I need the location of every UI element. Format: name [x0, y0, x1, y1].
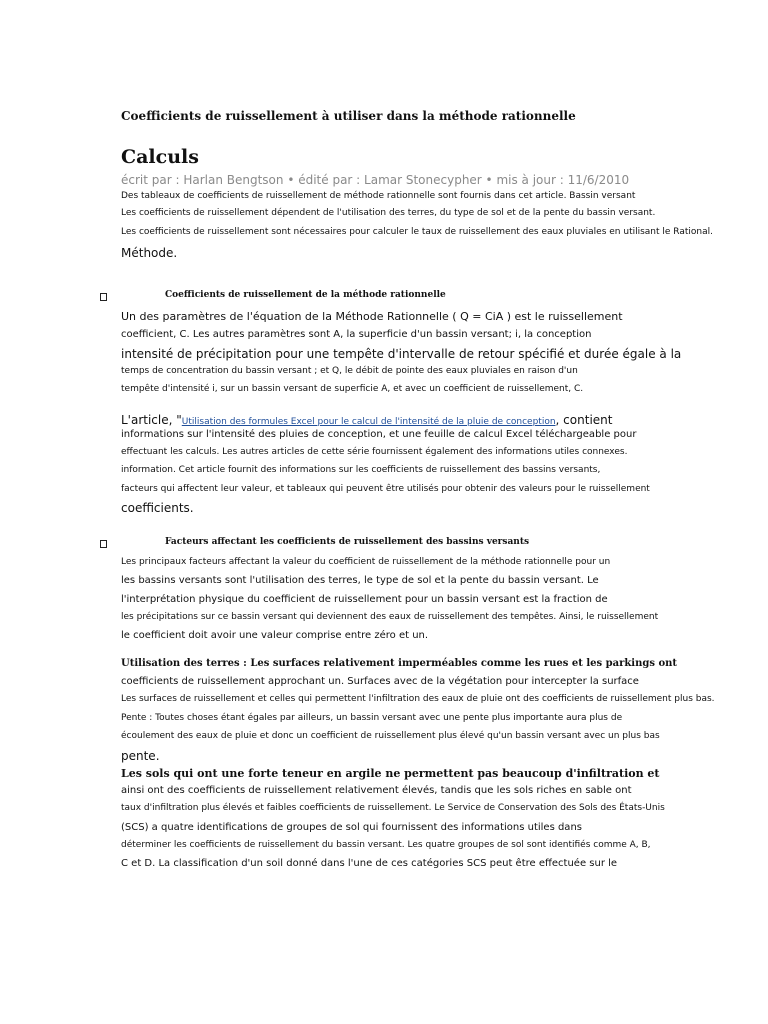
paragraph-line: effectuant les calculs. Les autres articles de cette série fournissent également des informations utiles connexes.	[121, 447, 628, 457]
intro-line: Méthode.	[121, 246, 178, 260]
paragraph-line: Pente : Toutes choses étant égales par ailleurs, un bassin versant avec une pente plus importante aura plus de	[121, 713, 623, 723]
article-prefix: L'article, "	[121, 413, 182, 427]
paragraph-line: C et D. La classification d'un soil donné dans l'une de ces catégories SCS peut être effectuée sur le	[121, 858, 618, 869]
paragraph-line: coefficient, C. Les autres paramètres sont A, la superficie d'un bassin versant; i, la conception	[121, 329, 592, 340]
article-link[interactable]	[182, 417, 556, 427]
paragraph-line: information. Cet article fournit des informations sur les coefficients de ruissellement des bassins versants,	[121, 465, 601, 475]
paragraph-line: pente.	[121, 749, 160, 763]
article-reference-line	[121, 409, 612, 428]
land-use-heading: Utilisation des terres : Les surfaces relativement imperméables comme les rues et les parkings ont	[121, 658, 678, 669]
paragraph-line: les précipitations sur ce bassin versant qui deviennent des eaux de ruissellement des tempêtes. Ainsi, le ruissellement	[121, 612, 659, 622]
paragraph-line: (SCS) a quatre identifications de groupes de sol qui fournissent des informations utiles dans	[121, 822, 582, 833]
page-title: Calculs	[121, 146, 199, 168]
paragraph-line: Les principaux facteurs affectant la valeur du coefficient de ruissellement de la méthode rationnelle pour un	[121, 557, 611, 567]
paragraph-line: taux d'infiltration plus élevés et faibles coefficients de ruissellement. Le Service de Conservation des Sols des États-Unis	[121, 803, 665, 813]
paragraph-line: Un des paramètres de l'équation de la Méthode Rationnelle ( Q = CiA ) est le ruissellement	[121, 310, 623, 323]
section-heading: Facteurs affectant les coefficients de ruissellement des bassins versants	[165, 537, 530, 547]
article-link-part-b: lisation des formules Excel pour le calcul de l'intensité de la pluie de conception	[194, 417, 556, 427]
paragraph-line: coefficients de ruissellement approchant un. Surfaces avec de la végétation pour intercepter la surface	[121, 676, 639, 687]
paragraph-line: temps de concentration du bassin versant ; et Q, le débit de pointe des eaux pluviales en raison d'un	[121, 366, 578, 376]
paragraph-line: ainsi ont des coefficients de ruissellement relativement élevés, tandis que les sols riches en sable ont	[121, 785, 632, 796]
intro-line: Les coefficients de ruissellement sont nécessaires pour calculer le taux de ruissellement des eaux pluviales en utilisant le Rational.	[121, 227, 713, 237]
intro-line: Des tableaux de coefficients de ruissellement de méthode rationnelle sont fournis dans cet article. Bassin versant	[121, 191, 636, 201]
article-link-part-a: Uti	[181, 417, 195, 427]
byline: écrit par : Harlan Bengtson • édité par : Lamar Stonecypher • mis à jour : 11/6/2010	[121, 173, 630, 187]
paragraph-line: coefficients.	[121, 501, 194, 515]
paragraph-line: Les surfaces de ruissellement et celles qui permettent l'infiltration des eaux de pluie ont des coefficients de ruissellement plus bas.	[121, 694, 715, 704]
article-mid: , con	[555, 413, 585, 427]
placeholder-glyph-icon	[100, 540, 107, 548]
paragraph-line: intensité de précipitation pour une tempête d'intervalle de retour spécifié et durée égale à la	[121, 347, 682, 361]
paragraph-line: le coefficient doit avoir une valeur comprise entre zéro et un.	[121, 630, 429, 641]
top-heading: Coefficients de ruissellement à utiliser dans la méthode rationnelle	[121, 109, 576, 123]
paragraph-line: l'interprétation physique du coefficient de ruissellement pour un bassin versant est la fraction de	[121, 594, 608, 605]
section-heading: Coefficients de ruissellement de la méthode rationnelle	[165, 290, 446, 300]
intro-line: Les coefficients de ruissellement dépendent de l'utilisation des terres, du type de sol et de la pente du bassin versant.	[121, 208, 656, 218]
paragraph-line: facteurs qui affectent leur valeur, et tableaux qui peuvent être utilisés pour obtenir des valeurs pour le ruissellement	[121, 484, 650, 494]
paragraph-line: déterminer les coefficients de ruissellement du bassin versant. Les quatre groupes de sol sont identifiés comme A, B,	[121, 840, 651, 850]
paragraph-line: informations sur l'intensité des pluies de conception, et une feuille de calcul Excel téléchargeable pour	[121, 429, 637, 440]
paragraph-line: les bassins versants sont l'utilisation des terres, le type de sol et la pente du bassin versant. Le	[121, 575, 599, 586]
soils-heading: Les sols qui ont une forte teneur en argile ne permettent pas beaucoup d'infiltration et	[121, 767, 660, 780]
placeholder-glyph-icon	[100, 293, 107, 301]
article-suffix: tient	[584, 413, 613, 427]
paragraph-line: écoulement des eaux de pluie et donc un coefficient de ruissellement plus élevé qu'un bassin versant avec un plus bas	[121, 731, 660, 741]
paragraph-line: tempête d'intensité i, sur un bassin versant de superficie A, et avec un coefficient de ruissellement, C.	[121, 384, 584, 394]
